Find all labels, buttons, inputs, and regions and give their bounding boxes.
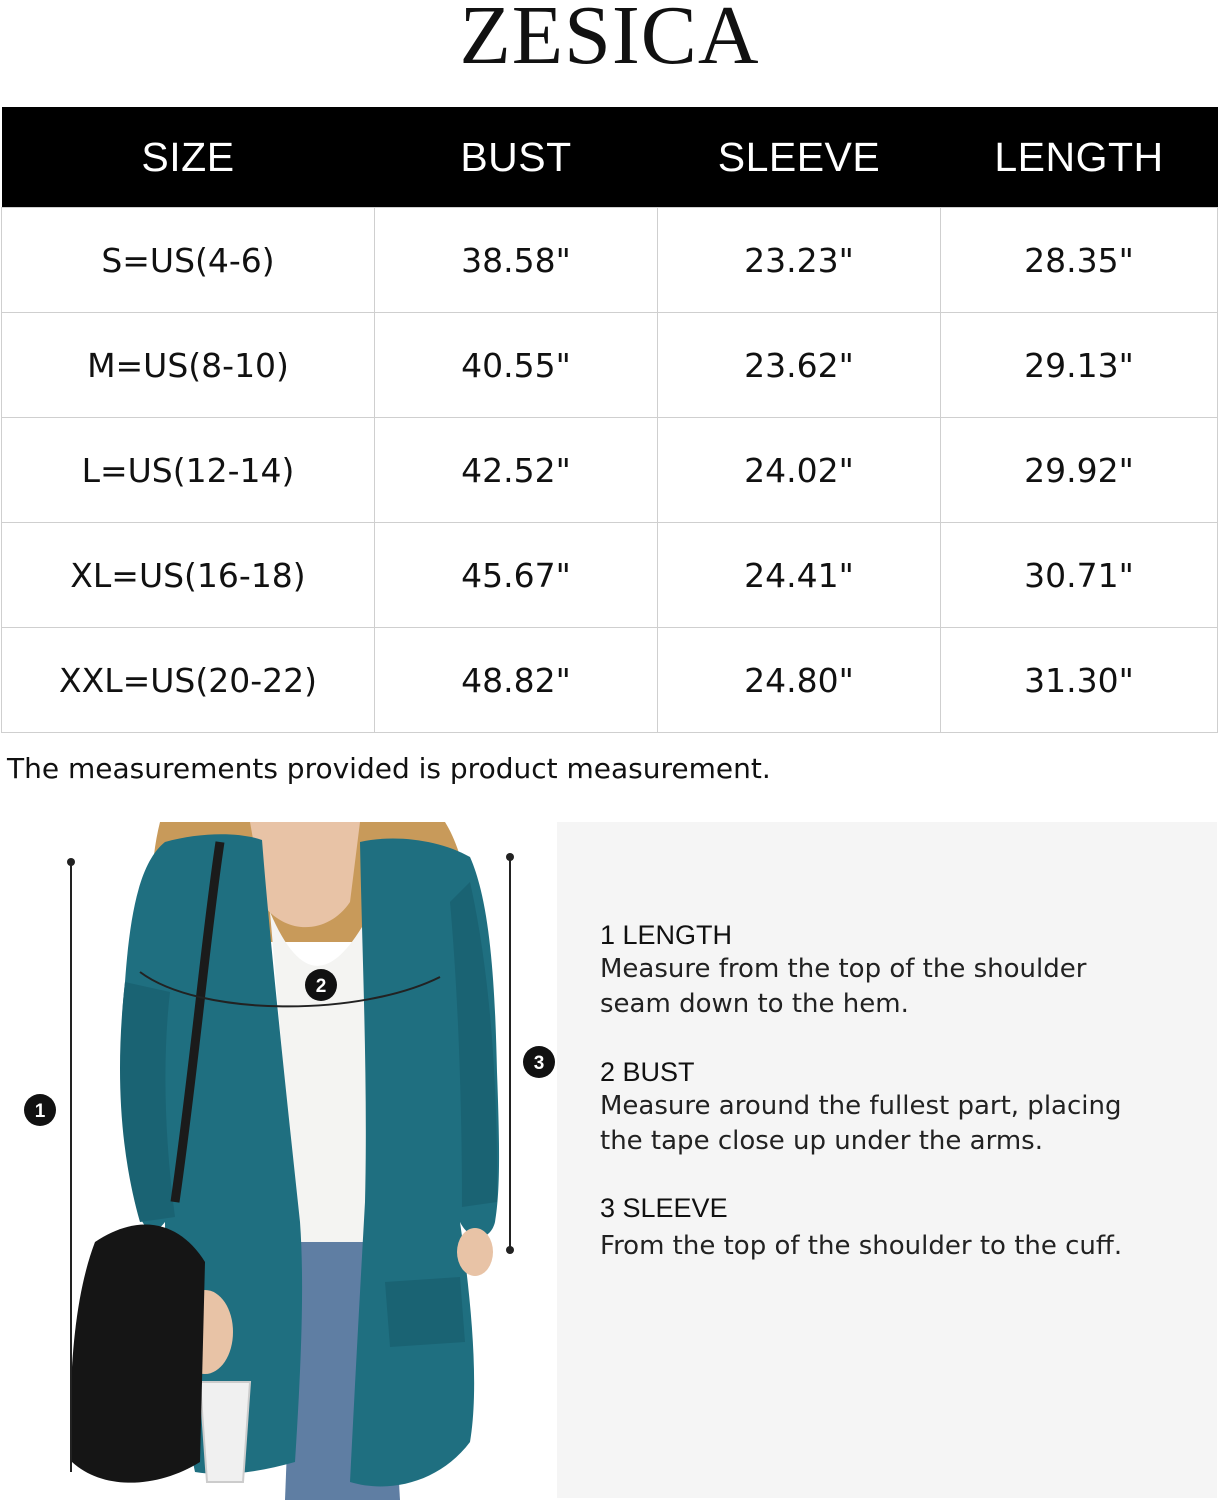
brand-logo: ZESICA xyxy=(459,0,760,82)
sleeve-line-end xyxy=(506,853,514,861)
table-row xyxy=(2,313,1218,418)
bust-cell: 42.52" xyxy=(375,418,658,523)
bust-cell: 40.55" xyxy=(375,313,658,418)
instructions-panel xyxy=(557,822,1217,1498)
instruction-desc-line: From the top of the shoulder to the cuff. xyxy=(600,1231,1123,1261)
hand-shape xyxy=(457,1228,493,1276)
header-size: SIZE xyxy=(2,107,375,208)
model-illustration xyxy=(0,822,557,1500)
table-header-row xyxy=(2,107,1218,208)
svg-text:1: 1 xyxy=(34,1101,46,1122)
table-row xyxy=(2,628,1218,733)
table-row xyxy=(2,418,1218,523)
size-cell: XL=US(16-18) xyxy=(2,523,375,628)
svg-text:2: 2 xyxy=(315,976,327,997)
bust-cell: 38.58" xyxy=(375,208,658,313)
size-chart-table xyxy=(1,107,1218,733)
size-cell: XXL=US(20-22) xyxy=(2,628,375,733)
instruction-title: 3 SLEEVE xyxy=(600,1193,728,1223)
instruction-desc-line: Measure from the top of the shoulder xyxy=(600,954,1087,984)
header-length: LENGTH xyxy=(941,107,1218,208)
length-line-end xyxy=(67,858,75,866)
sleeve-cell: 24.80" xyxy=(658,628,941,733)
length-cell: 28.35" xyxy=(941,208,1218,313)
length-cell: 31.30" xyxy=(941,628,1218,733)
coffee-cup-shape xyxy=(200,1382,250,1482)
size-cell: M=US(8-10) xyxy=(2,313,375,418)
svg-text:3: 3 xyxy=(533,1053,545,1074)
table-row xyxy=(2,208,1218,313)
instruction-bust xyxy=(600,1055,1200,1159)
length-cell: 29.13" xyxy=(941,313,1218,418)
size-cell: L=US(12-14) xyxy=(2,418,375,523)
header-sleeve: SLEEVE xyxy=(658,107,941,208)
sleeve-line-end xyxy=(506,1246,514,1254)
instruction-desc-line: seam down to the hem. xyxy=(600,989,909,1019)
sleeve-cell: 24.02" xyxy=(658,418,941,523)
header-bust: BUST xyxy=(375,107,658,208)
instruction-desc-line: Measure around the fullest part, placing xyxy=(600,1091,1122,1121)
instruction-sleeve xyxy=(600,1191,1200,1264)
sleeve-cell: 23.62" xyxy=(658,313,941,418)
marker-3 xyxy=(523,1046,555,1078)
length-cell: 30.71" xyxy=(941,523,1218,628)
size-cell: S=US(4-6) xyxy=(2,208,375,313)
instruction-desc-line: the tape close up under the arms. xyxy=(600,1126,1043,1156)
marker-2 xyxy=(305,969,337,1001)
table-row xyxy=(2,523,1218,628)
measurement-note: The measurements provided is product measurement. xyxy=(7,752,771,785)
model-photo xyxy=(0,822,557,1500)
length-cell: 29.92" xyxy=(941,418,1218,523)
instruction-title: 1 LENGTH xyxy=(600,920,733,950)
instruction-length xyxy=(600,918,1200,1022)
sleeve-cell: 24.41" xyxy=(658,523,941,628)
sleeve-cell: 23.23" xyxy=(658,208,941,313)
pocket-shape xyxy=(385,1277,465,1347)
bag-shape xyxy=(71,1225,205,1483)
bust-cell: 45.67" xyxy=(375,523,658,628)
marker-1 xyxy=(24,1094,56,1126)
bust-cell: 48.82" xyxy=(375,628,658,733)
instruction-title: 2 BUST xyxy=(600,1057,695,1087)
